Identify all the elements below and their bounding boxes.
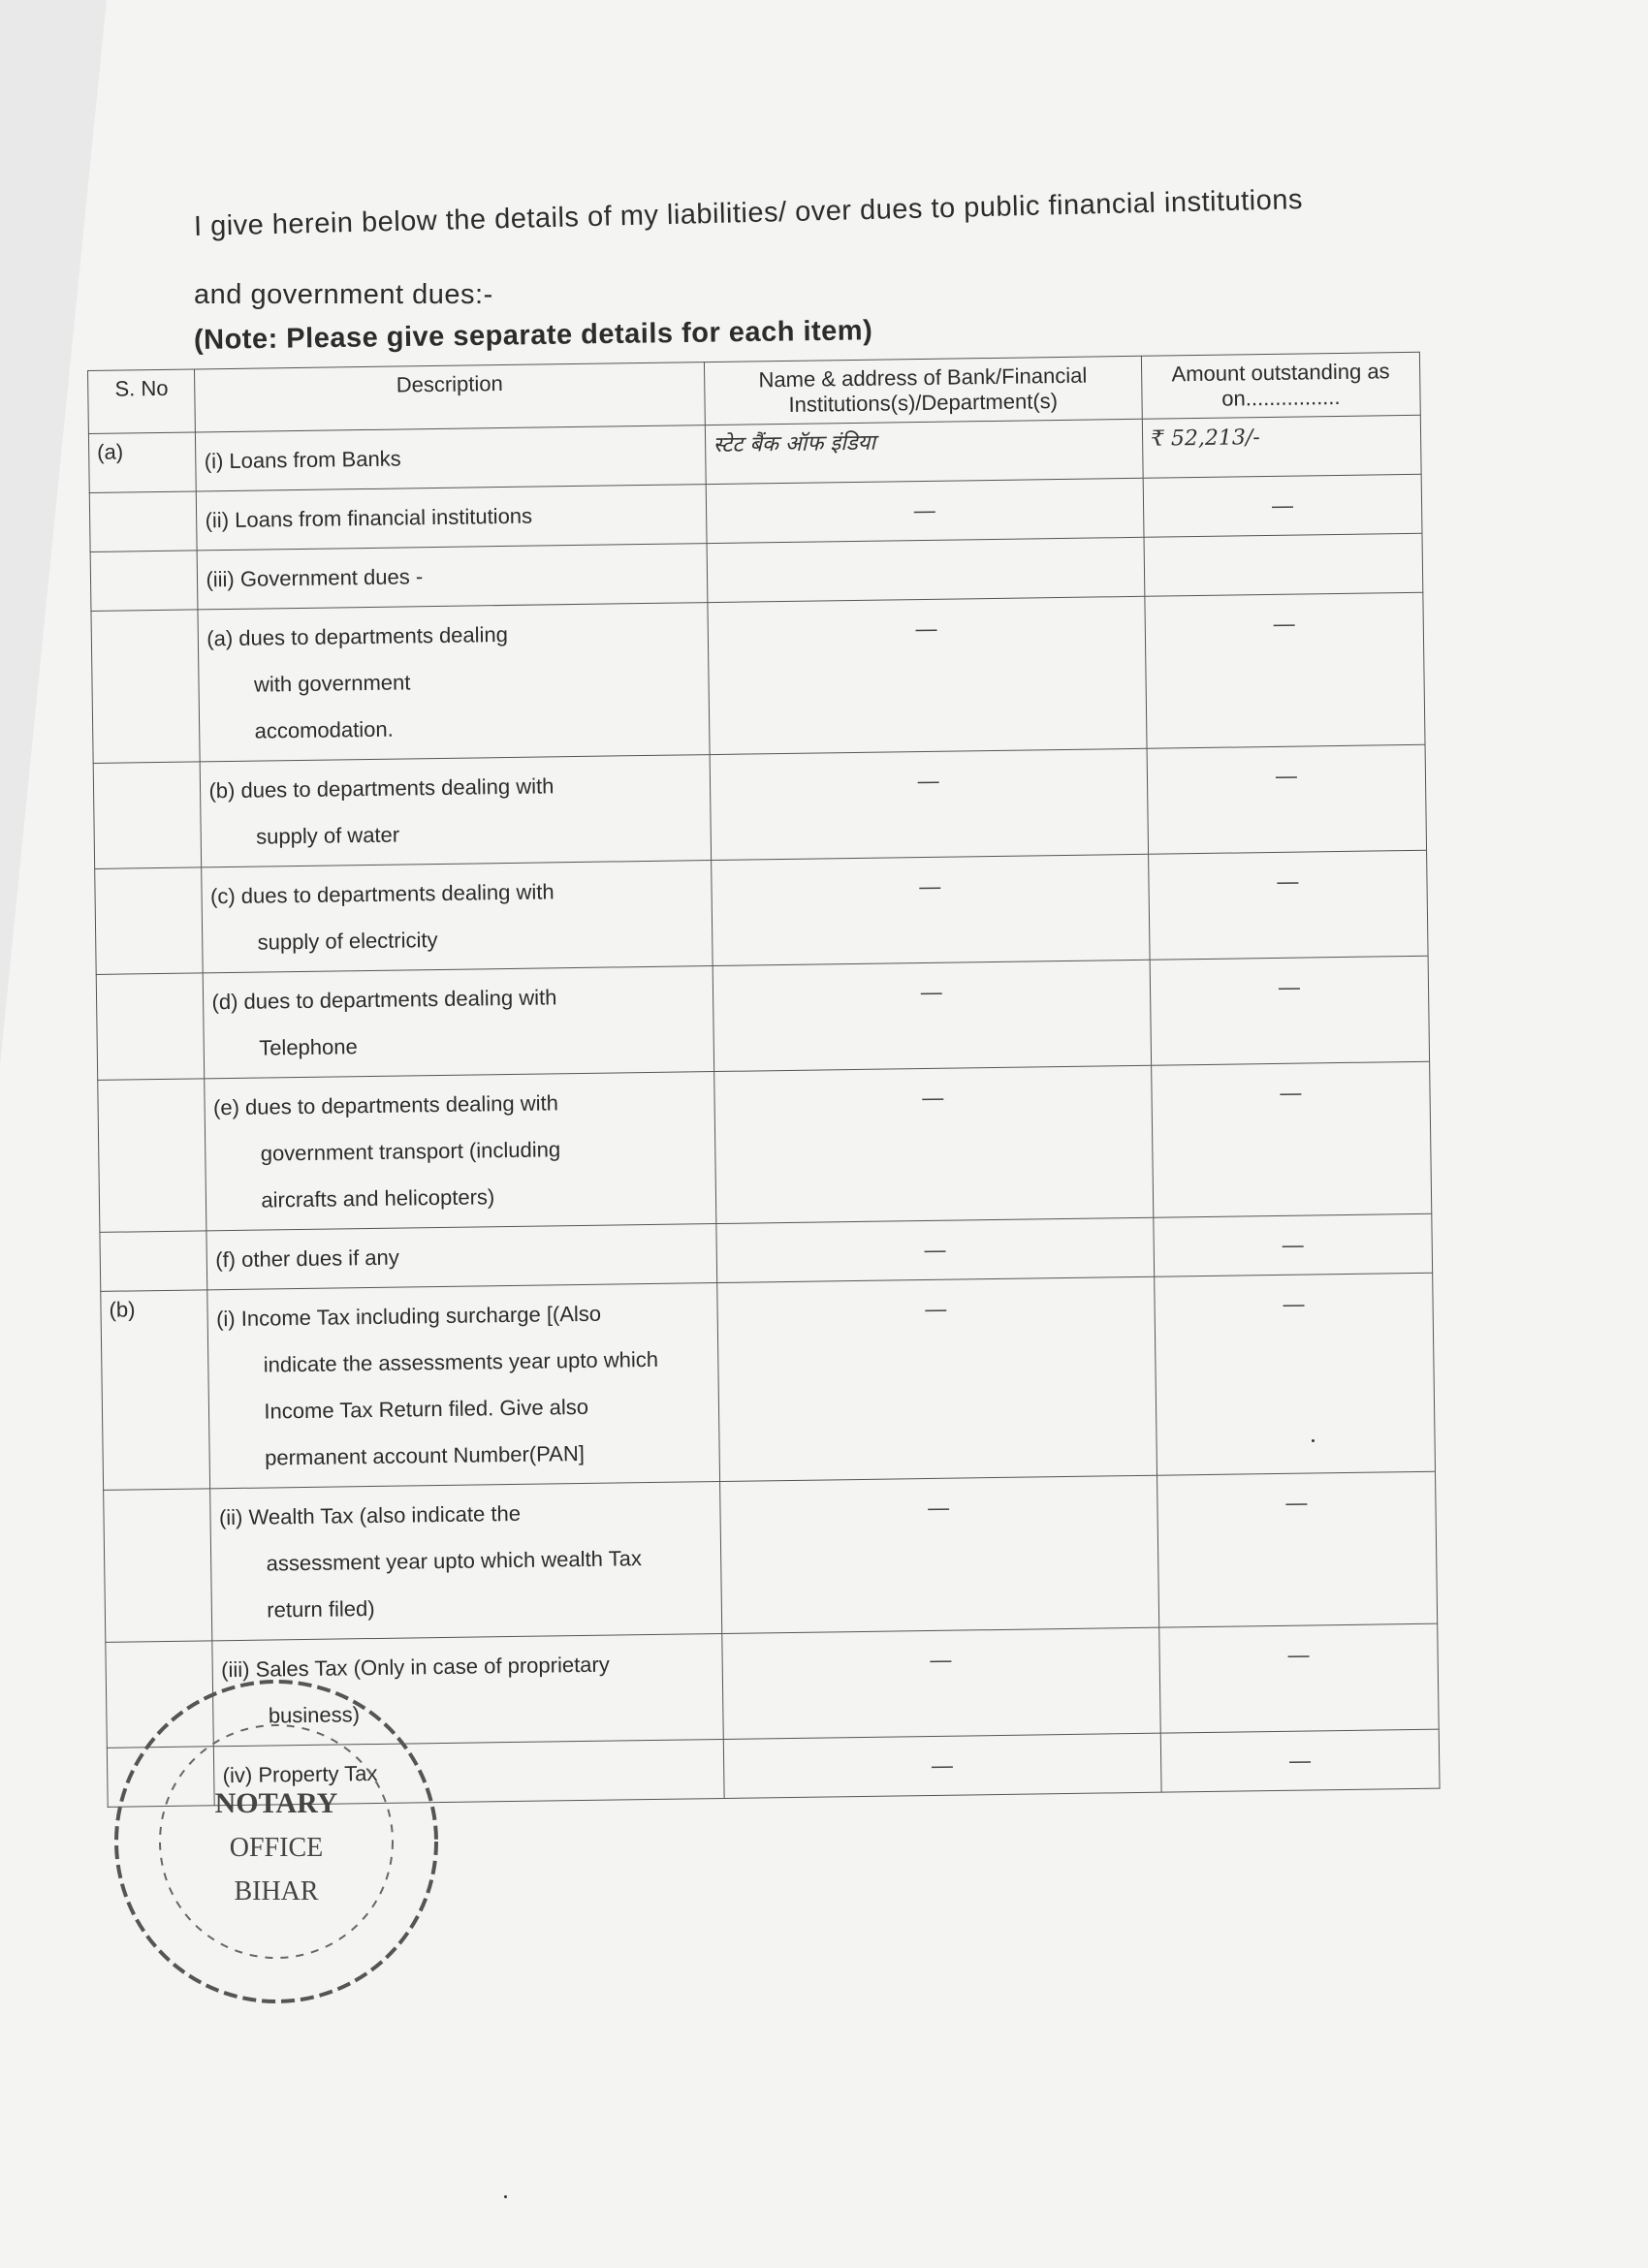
cell-description xyxy=(196,425,706,491)
intro-note: (Note: Please give separate details for each item) xyxy=(193,315,873,356)
description-line: Telephone xyxy=(259,1034,358,1060)
dash-mark: — xyxy=(920,979,942,1005)
description-line: permanent account Number(PAN] xyxy=(264,1440,586,1470)
description-line: business) xyxy=(268,1702,361,1728)
description-line: (iv) Property Tax xyxy=(222,1760,378,1788)
cell-institution xyxy=(719,1475,1158,1633)
dash-mark: — xyxy=(1275,763,1298,788)
cell-sno xyxy=(90,551,198,612)
table-row xyxy=(104,1471,1438,1642)
cell-amount xyxy=(1150,956,1430,1065)
notary-stamp xyxy=(102,1667,451,2016)
table-row xyxy=(95,850,1428,974)
dash-mark: — xyxy=(1288,1748,1312,1773)
header-sno: S. No xyxy=(88,369,196,434)
cell-sno xyxy=(93,762,202,869)
dash-mark: — xyxy=(927,1495,950,1521)
cell-institution xyxy=(710,748,1149,860)
cell-amount xyxy=(1145,592,1425,748)
stamp-text-top: NOTARY xyxy=(214,1787,338,1819)
header-amount: Amount outstanding as on................ xyxy=(1141,352,1420,419)
cell-amount xyxy=(1157,1471,1437,1627)
dash-mark: — xyxy=(919,873,941,899)
cell-description xyxy=(210,1482,721,1641)
description-line: accomodation. xyxy=(254,716,394,743)
cell-institution xyxy=(723,1733,1161,1798)
table-row xyxy=(96,956,1429,1080)
speck xyxy=(504,2195,507,2198)
handwritten-amount: ₹ 52,213/- xyxy=(1150,425,1260,452)
dash-mark xyxy=(1152,540,1413,544)
cell-sno xyxy=(95,867,204,975)
cell-sno: (a) xyxy=(88,432,196,493)
description-line: (i) Income Tax including surcharge [(Also xyxy=(215,1301,602,1332)
table-row xyxy=(101,1273,1436,1490)
description-line: government transport (including xyxy=(260,1137,561,1166)
dash-mark: — xyxy=(1271,492,1294,518)
cell-description xyxy=(198,603,709,762)
cell-amount xyxy=(1160,1729,1440,1792)
dash-mark: — xyxy=(922,1085,944,1111)
cell-description xyxy=(198,544,708,610)
dash-mark: — xyxy=(913,497,935,523)
description-line: supply of electricity xyxy=(257,928,438,955)
dash-mark: — xyxy=(1278,974,1301,999)
description-line: (a) dues to departments dealing xyxy=(206,621,509,651)
dash-mark: — xyxy=(1273,611,1295,636)
cell-sno xyxy=(96,973,205,1081)
cell-sno xyxy=(104,1489,213,1643)
description-line: indicate the assessments year upto which xyxy=(263,1346,659,1377)
cell-amount xyxy=(1143,474,1422,537)
dash-mark: — xyxy=(915,615,937,642)
description-line: with government xyxy=(253,670,411,697)
cell-institution xyxy=(713,1065,1153,1223)
dash-mark: — xyxy=(925,1296,947,1322)
cell-description xyxy=(206,1224,716,1290)
cell-institution xyxy=(707,537,1145,602)
cell-description xyxy=(197,485,707,551)
description-line: assessment year upto which wealth Tax xyxy=(266,1546,643,1576)
cell-institution xyxy=(715,1217,1154,1282)
description-line: (d) dues to departments dealing with xyxy=(211,985,557,1015)
description-line: Income Tax Return filed. Give also xyxy=(264,1394,589,1424)
description-line: supply of water xyxy=(255,822,400,849)
cell-sno xyxy=(98,1079,207,1233)
description-line: (i) Loans from Banks xyxy=(204,446,401,474)
description-line: (iii) Sales Tax (Only in case of proprietary xyxy=(220,1652,610,1683)
dash-mark: — xyxy=(924,1237,946,1263)
cell-institution xyxy=(705,419,1143,484)
cell-amount xyxy=(1154,1273,1435,1475)
table-row xyxy=(93,744,1426,868)
dash-mark xyxy=(714,544,1135,550)
dash-mark: — xyxy=(930,1647,952,1672)
dues-table xyxy=(87,352,1441,1808)
stamp-text-bottom: BIHAR xyxy=(234,1876,319,1906)
speck xyxy=(1312,1439,1315,1442)
description-line: return filed) xyxy=(267,1595,375,1622)
description-line: (f) other dues if any xyxy=(215,1244,399,1273)
cell-description xyxy=(205,1072,715,1231)
dash-mark: — xyxy=(1285,1490,1308,1515)
cell-amount xyxy=(1151,1061,1431,1217)
cell-sno xyxy=(91,610,201,764)
description-line: (c) dues to departments dealing with xyxy=(209,879,555,909)
description-line: (iii) Government dues - xyxy=(206,564,424,592)
dash-mark: — xyxy=(1287,1642,1310,1667)
dash-mark: — xyxy=(1277,868,1299,894)
dash-mark: — xyxy=(917,768,939,794)
header-name: Name & address of Bank/Financial Institutions(s)/Department(s) xyxy=(704,356,1142,425)
cell-institution xyxy=(721,1627,1160,1739)
description-line: (e) dues to departments dealing with xyxy=(212,1090,559,1120)
cell-description xyxy=(207,1283,719,1489)
cell-amount xyxy=(1144,533,1423,596)
header-description: Description xyxy=(195,362,705,432)
cell-amount xyxy=(1159,1623,1440,1733)
cell-institution xyxy=(706,478,1144,543)
cell-institution xyxy=(707,596,1146,754)
intro-line-1: I give herein below the details of my liabilities/ over dues to public financial institutions xyxy=(193,184,1304,242)
cell-amount xyxy=(1154,1213,1433,1276)
description-line: (ii) Loans from financial institutions xyxy=(205,503,533,533)
handwritten-institution: स्टेट बैंक ऑफ इंडिया xyxy=(713,430,876,457)
cell-description xyxy=(201,755,712,867)
description-line: aircrafts and helicopters) xyxy=(261,1184,495,1213)
dash-mark: — xyxy=(931,1752,954,1778)
cell-description xyxy=(202,861,713,973)
dash-mark: — xyxy=(1282,1232,1304,1257)
intro-line-2: and government dues:- xyxy=(194,279,493,310)
description-line: (b) dues to departments dealing with xyxy=(208,773,555,803)
cell-sno xyxy=(100,1231,207,1292)
cell-amount xyxy=(1148,850,1428,960)
dash-mark: — xyxy=(1280,1080,1302,1105)
dash-mark: — xyxy=(1283,1291,1305,1316)
cell-institution xyxy=(716,1276,1157,1481)
cell-institution xyxy=(713,960,1152,1071)
table-row xyxy=(91,592,1425,763)
description-line: (ii) Wealth Tax (also indicate the xyxy=(218,1500,522,1530)
cell-description xyxy=(204,966,714,1079)
cell-institution xyxy=(711,854,1150,965)
table-row xyxy=(98,1061,1432,1232)
cell-sno: (b) xyxy=(101,1290,210,1491)
cell-sno xyxy=(89,491,197,552)
cell-amount xyxy=(1142,415,1421,478)
stamp-text-middle: OFFICE xyxy=(229,1833,324,1863)
cell-amount xyxy=(1147,744,1427,854)
